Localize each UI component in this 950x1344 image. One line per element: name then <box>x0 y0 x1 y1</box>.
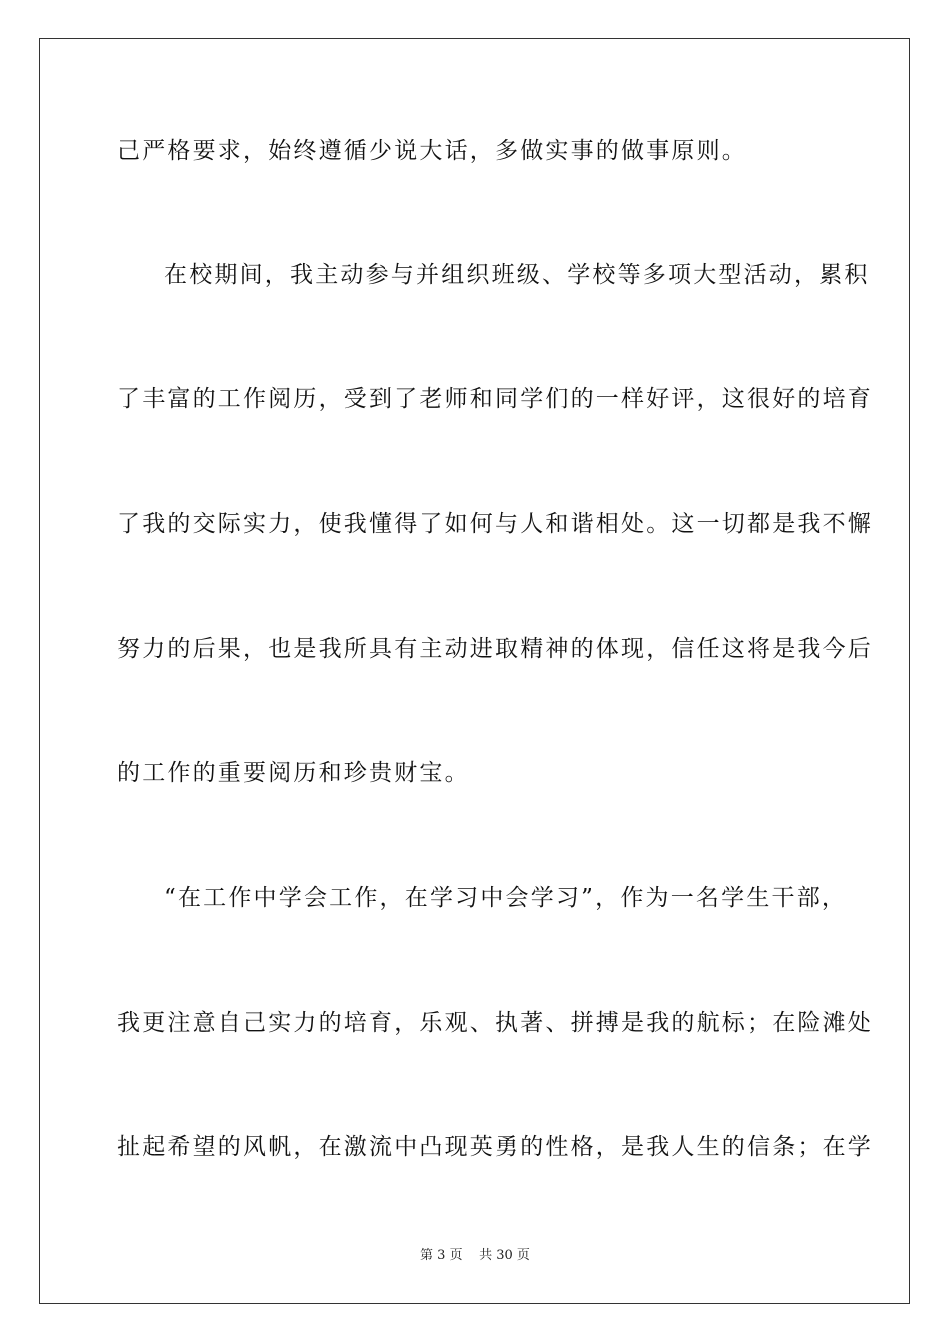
page-number: 第 3 页 <box>420 1248 463 1263</box>
text-line: 扯起希望的风帆，在激流中凸现英勇的性格，是我人生的信条；在学 <box>117 1134 873 1160</box>
text-line: 努力的后果，也是我所具有主动进取精神的体现，信任这将是我今后 <box>117 636 873 662</box>
text-line: 了丰富的工作阅历，受到了老师和同学们的一样好评，这很好的培育 <box>117 386 873 412</box>
page-border <box>39 38 910 1304</box>
paragraph-start-line: “在工作中学会工作，在学习中会学习”，作为一名学生干部， <box>164 885 848 911</box>
text-line: 己严格要求，始终遵循少说大话，多做实事的做事原则。 <box>117 138 747 164</box>
page-footer <box>0 1247 950 1265</box>
paragraph-start-line: 在校期间，我主动参与并组织班级、学校等多项大型活动，累积 <box>164 262 870 288</box>
text-line: 了我的交际实力，使我懂得了如何与人和谐相处。这一切都是我不懈 <box>117 511 873 537</box>
text-line: 的工作的重要阅历和珍贵财宝。 <box>117 760 470 786</box>
total-pages: 共 30 页 <box>479 1248 530 1263</box>
text-line: 我更注意自己实力的培育，乐观、执著、拼搏是我的航标；在险滩处 <box>117 1010 873 1036</box>
